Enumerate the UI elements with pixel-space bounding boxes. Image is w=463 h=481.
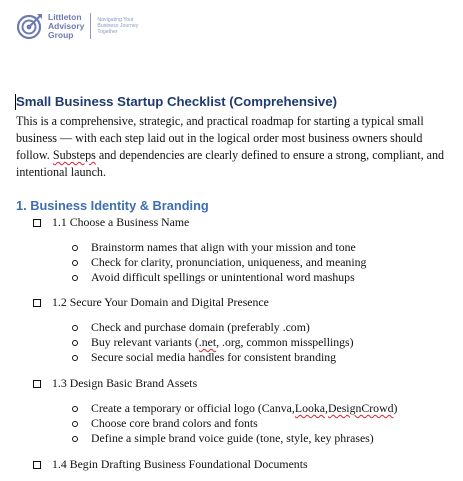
list-item[interactable] <box>72 401 397 416</box>
circle-bullet-icon <box>72 421 78 427</box>
list-item-text: Check and purchase domain (preferably .com) <box>91 320 310 334</box>
list-item-text: Avoid difficult spellings or unintentional word mashups <box>91 270 355 285</box>
checklist-step[interactable] <box>33 295 269 310</box>
checkbox-icon[interactable] <box>33 461 41 469</box>
company-name-line: Littleton <box>48 11 82 22</box>
list-item[interactable] <box>72 431 397 446</box>
circle-bullet-icon <box>72 355 78 361</box>
company-name-line: Group <box>48 29 74 40</box>
list-item[interactable] <box>72 350 354 365</box>
company-name-line: Advisory <box>48 20 85 31</box>
list-item-text: Secure social media handles for consistent branding <box>91 350 337 365</box>
substep-list <box>72 320 354 366</box>
list-item-text: Define a simple brand voice guide (tone, style, key phrases) <box>91 431 374 446</box>
list-item-text: Choose core brand colors and fonts <box>91 416 258 431</box>
list-item[interactable] <box>72 416 397 431</box>
list-item-text: Buy relevant variants ( <box>91 335 199 350</box>
circle-bullet-icon <box>72 436 78 442</box>
tagline-line: Navigating Your <box>97 17 134 23</box>
checkbox-icon[interactable] <box>33 219 41 227</box>
list-item-text: , .org, common misspellings) <box>216 335 354 350</box>
checklist-step[interactable] <box>33 457 308 472</box>
checklist-step[interactable] <box>33 215 189 230</box>
intro-paragraph[interactable] <box>16 113 456 181</box>
spelling-error-word[interactable]: DesignCrowd <box>327 401 394 415</box>
checklist-step[interactable] <box>33 376 197 391</box>
spelling-error-word[interactable]: .net <box>198 335 217 350</box>
target-arrow-icon <box>16 12 44 40</box>
step-label: 1.2 Secure Your Domain and Digital Presence <box>52 295 269 309</box>
circle-bullet-icon <box>72 406 78 412</box>
section-heading[interactable]: 1. Business Identity & Branding <box>16 198 209 213</box>
list-item-text: ) <box>393 401 398 415</box>
circle-bullet-icon <box>72 260 78 266</box>
logo-divider <box>90 13 91 39</box>
step-label: 1.1 Choose a Business Name <box>52 215 190 229</box>
list-item[interactable] <box>72 270 366 285</box>
list-item[interactable] <box>72 320 354 335</box>
list-item-text: Check for clarity, pronunciation, uniqueness, and meaning <box>91 255 367 270</box>
intro-text: This is a comprehensive, strategic, and practical roadmap for starting a typical small business — with each step laid out in the logical order most business owners should follow. <box>16 114 424 162</box>
circle-bullet-icon <box>72 245 78 251</box>
list-item-text: , <box>325 401 328 415</box>
letterhead <box>16 8 138 44</box>
intro-text: and dependencies are clearly defined to ensure a strong, compliant, and intentional launch. <box>16 148 445 179</box>
list-item[interactable] <box>72 335 354 350</box>
substep-list <box>72 401 397 447</box>
circle-bullet-icon <box>72 275 78 281</box>
checkbox-icon[interactable] <box>33 299 41 307</box>
checkbox-icon[interactable] <box>33 380 41 388</box>
list-item[interactable] <box>72 240 366 255</box>
list-item[interactable] <box>72 255 366 270</box>
list-item-text: Brainstorm names that align with your mission and tone <box>91 240 356 254</box>
circle-bullet-icon <box>72 325 78 331</box>
spelling-error-word[interactable]: Substeps <box>52 148 96 162</box>
company-name <box>48 13 84 40</box>
list-item-text: Create a temporary or official logo (Canva, <box>91 401 295 415</box>
spelling-error-word[interactable]: Looka <box>294 401 325 415</box>
substep-list <box>72 240 366 286</box>
circle-bullet-icon <box>72 340 78 346</box>
step-label: 1.3 Design Basic Brand Assets <box>52 376 198 390</box>
document-title[interactable]: Small Business Startup Checklist (Comprehensive) <box>16 94 337 109</box>
tagline-line: Business Journey <box>97 23 139 29</box>
tagline-line: Together <box>97 29 118 35</box>
company-tagline <box>97 17 138 35</box>
step-label: 1.4 Begin Drafting Business Foundational Documents <box>52 457 308 471</box>
